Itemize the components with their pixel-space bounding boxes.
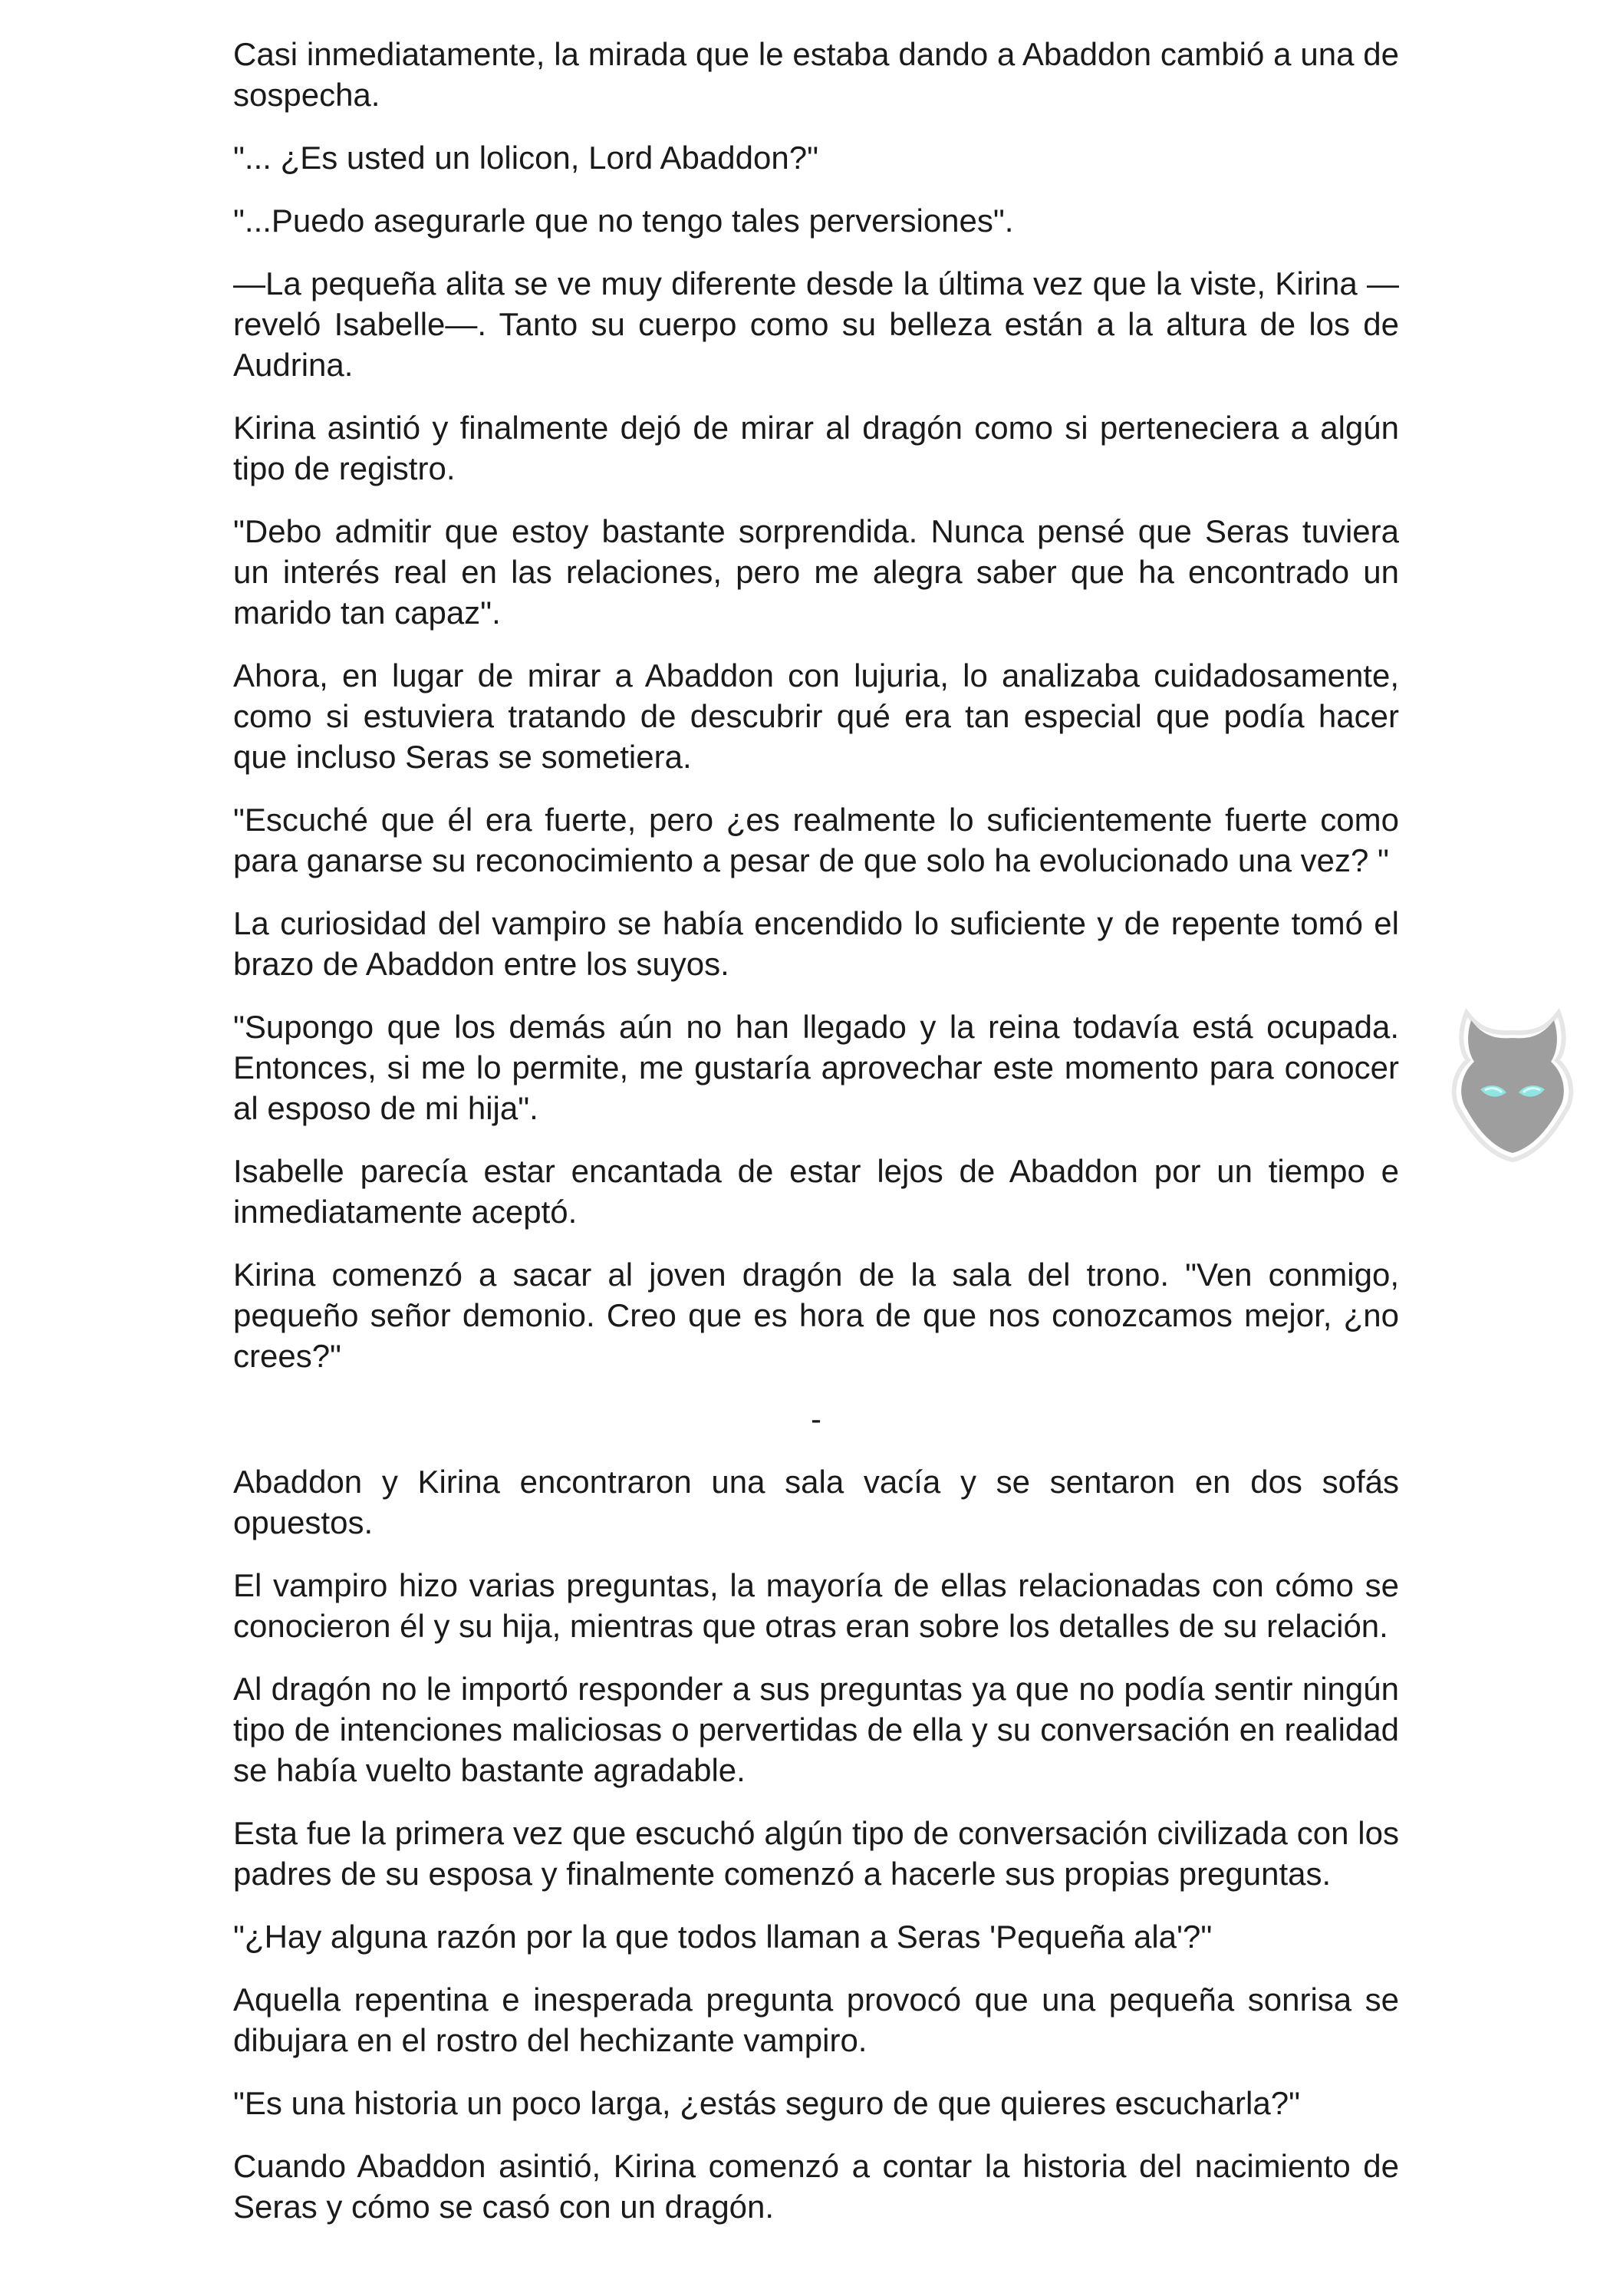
scene-separator: - [811,1401,821,1437]
paragraph: "Debo admitir que estoy bastante sorprendida. Nunca pensé que Seras tuviera un interés real en las relaciones, pero me alegra saber que ha encontrado un marido tan capaz". [233,513,1399,631]
paragraph: Cuando Abaddon asintió, Kirina comenzó a contar la historia del nacimiento de Seras y cómo se casó con un dragón. [233,2148,1399,2225]
paragraph: "¿Hay alguna razón por la que todos llaman a Seras 'Pequeña ala'?" [233,1919,1213,1955]
document-page [233,34,1399,2249]
paragraph: Ahora, en lugar de mirar a Abaddon con lujuria, lo analizaba cuidadosamente, como si estuviera tratando de descubrir qué era tan especial que podía hacer que incluso Seras se sometiera. [233,657,1399,775]
paragraph: La curiosidad del vampiro se había encendido lo suficiente y de repente tomó el brazo de Abaddon entre los suyos. [233,905,1399,982]
paragraph: Aquella repentina e inesperada pregunta provocó que una pequeña sonrisa se dibujara en el rostro del hechizante vampiro. [233,1981,1399,2058]
demon-head-icon [1436,997,1589,1166]
paragraph: Casi inmediatamente, la mirada que le estaba dando a Abaddon cambió a una de sospecha. [233,36,1399,113]
paragraph: El vampiro hizo varias preguntas, la mayoría de ellas relacionadas con cómo se conocieron él y su hija, mientras que otras eran sobre los detalles de su relación. [233,1567,1399,1644]
paragraph: Al dragón no le importó responder a sus preguntas ya que no podía sentir ningún tipo de intenciones maliciosas o pervertidas de ella y su conversación en realidad se había vuelto bastante agradable. [233,1671,1399,1788]
paragraph: Kirina asintió y finalmente dejó de mirar al dragón como si perteneciera a algún tipo de registro. [233,410,1399,486]
paragraph: "Es una historia un poco larga, ¿estás seguro de que quieres escucharla?" [233,2085,1300,2121]
paragraph: —La pequeña alita se ve muy diferente desde la última vez que la viste, Kirina —reveló Isabelle—. Tanto su cuerpo como su belleza están a la altura de los de Audrina. [233,265,1399,383]
paragraph: "Supongo que los demás aún no han llegado y la reina todavía está ocupada. Entonces, si me lo permite, me gustaría aprovechar este momento para conocer al esposo de mi hija". [233,1009,1399,1126]
paragraph: Abaddon y Kirina encontraron una sala vacía y se sentaron en dos sofás opuestos. [233,1464,1399,1540]
paragraph: "...Puedo asegurarle que no tengo tales perversiones". [233,203,1014,239]
paragraph: Kirina comenzó a sacar al joven dragón de la sala del trono. "Ven conmigo, pequeño señor demonio. Creo que es hora de que nos conozcamos mejor, ¿no crees?" [233,1257,1399,1374]
paragraph: Isabelle parecía estar encantada de estar lejos de Abaddon por un tiempo e inmediatamente aceptó. [233,1153,1399,1230]
paragraph: "Escuché que él era fuerte, pero ¿es realmente lo suficientemente fuerte como para ganarse su reconocimiento a pesar de que solo ha evolucionado una vez? " [233,802,1399,878]
paragraph: Esta fue la primera vez que escuchó algún tipo de conversación civilizada con los padres de su esposa y finalmente comenzó a hacerle sus propias preguntas. [233,1815,1399,1892]
watermark-logo [1436,997,1589,1166]
paragraph: "... ¿Es usted un lolicon, Lord Abaddon?" [233,140,818,176]
